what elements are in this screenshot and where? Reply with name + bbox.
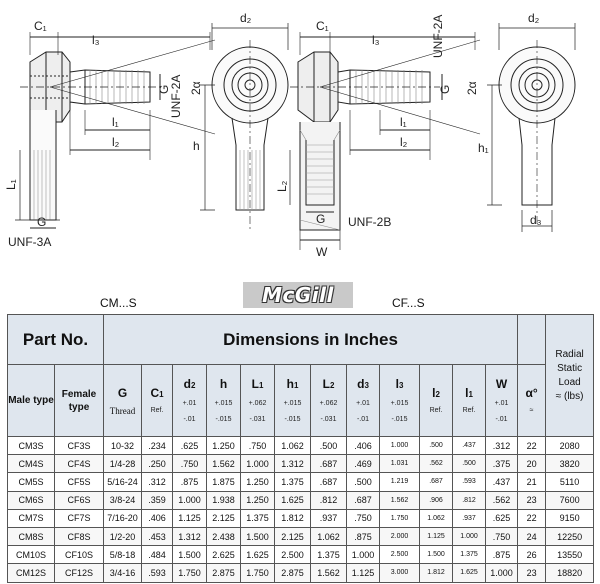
table-cell: 1.625 bbox=[241, 546, 275, 564]
column-header-l3 bbox=[380, 365, 420, 437]
table-cell: .500 bbox=[420, 437, 453, 455]
table-cell: 2.000 bbox=[380, 527, 420, 545]
table-cell: 1.000 bbox=[173, 491, 207, 509]
table-cell: 7600 bbox=[546, 491, 594, 509]
table-cell: 2080 bbox=[546, 437, 594, 455]
table-cell: 1.062 bbox=[275, 437, 311, 455]
column-symbol: l1 bbox=[465, 385, 473, 400]
table-cell: 3.000 bbox=[380, 564, 420, 582]
table-cell: .437 bbox=[486, 473, 518, 491]
table-cell: 1.375 bbox=[453, 546, 486, 564]
table-cell: CM3S bbox=[8, 437, 55, 455]
column-note bbox=[311, 399, 346, 425]
table-cell: .250 bbox=[142, 455, 173, 473]
table-row bbox=[8, 509, 594, 527]
tolerance-minus: -.01 bbox=[183, 415, 196, 423]
table-cell: .234 bbox=[142, 437, 173, 455]
table-cell: 2.625 bbox=[207, 546, 241, 564]
column-symbol: l2 bbox=[432, 385, 440, 400]
table-cell: CM6S bbox=[8, 491, 55, 509]
male-rod-end-side-view bbox=[15, 32, 215, 228]
column-note bbox=[241, 399, 274, 425]
tolerance-minus: -.015 bbox=[391, 415, 408, 423]
table-cell: .750 bbox=[241, 437, 275, 455]
table-cell: .437 bbox=[453, 437, 486, 455]
label-c1-left: C₁ bbox=[34, 19, 47, 33]
table-row bbox=[8, 527, 594, 545]
table-cell: 1.625 bbox=[275, 491, 311, 509]
table-cell: 1.125 bbox=[173, 509, 207, 527]
table-cell: 1/2-20 bbox=[104, 527, 142, 545]
column-symbol: G bbox=[117, 385, 128, 400]
column-symbol-subscript: 2 bbox=[190, 380, 196, 390]
table-cell: .500 bbox=[311, 437, 347, 455]
table-row bbox=[8, 437, 594, 455]
dimensions-table bbox=[7, 314, 594, 583]
series-label-female: CF...S bbox=[392, 296, 425, 310]
tolerance-minus: -.015 bbox=[215, 415, 232, 423]
table-cell: 1.625 bbox=[453, 564, 486, 582]
column-note bbox=[275, 399, 310, 425]
table-cell: 10-32 bbox=[104, 437, 142, 455]
column-symbol-subscript: 2 bbox=[329, 380, 335, 390]
table-cell: .406 bbox=[142, 509, 173, 527]
table-cell: 12250 bbox=[546, 527, 594, 545]
label-w: W bbox=[316, 245, 328, 259]
label-g-left: G bbox=[157, 84, 171, 94]
column-symbol-subscript: 1 bbox=[293, 380, 299, 390]
table-cell: 22 bbox=[518, 437, 546, 455]
mcgill-logo bbox=[243, 282, 353, 308]
table-cell: 1.938 bbox=[207, 491, 241, 509]
table-cell: CF5S bbox=[55, 473, 104, 491]
label-c1-right: C₁ bbox=[316, 19, 329, 33]
table-cell: CM12S bbox=[8, 564, 55, 582]
column-note: Ref. bbox=[150, 406, 164, 414]
table-cell: .500 bbox=[347, 473, 380, 491]
table-cell: 2.500 bbox=[380, 546, 420, 564]
table-cell: .593 bbox=[142, 564, 173, 582]
table-cell: CF6S bbox=[55, 491, 104, 509]
table-cell: 1.500 bbox=[173, 546, 207, 564]
table-cell: CF12S bbox=[55, 564, 104, 582]
part-no-header: Part No. bbox=[8, 315, 104, 365]
tolerance-minus: -.031 bbox=[320, 415, 337, 423]
table-cell: 1.875 bbox=[207, 473, 241, 491]
column-symbols-row bbox=[8, 365, 594, 437]
logo-text: McGill bbox=[262, 283, 334, 307]
tolerance-plus: +.01 bbox=[182, 399, 197, 407]
label-g-bottom: G bbox=[37, 215, 47, 229]
table-cell: 1.750 bbox=[241, 564, 275, 582]
table-cell: 1.750 bbox=[380, 509, 420, 527]
table-cell: 1.250 bbox=[241, 473, 275, 491]
table-cell: 1.562 bbox=[380, 491, 420, 509]
table-row bbox=[8, 491, 594, 509]
table-cell: 21 bbox=[518, 473, 546, 491]
table-cell: 1.375 bbox=[241, 509, 275, 527]
table-cell: 1.500 bbox=[241, 527, 275, 545]
radial-load-unit: ≈ (lbs) bbox=[555, 390, 584, 402]
table-cell: .687 bbox=[420, 473, 453, 491]
table-cell: 5110 bbox=[546, 473, 594, 491]
table-cell: CM4S bbox=[8, 455, 55, 473]
table-cell: 5/16-24 bbox=[104, 473, 142, 491]
table-cell: 1.125 bbox=[347, 564, 380, 582]
table-cell: 1.312 bbox=[275, 455, 311, 473]
column-header-h1 bbox=[275, 365, 311, 437]
tolerance-plus: +.062 bbox=[319, 399, 338, 407]
table-cell: 3820 bbox=[546, 455, 594, 473]
table-cell: 1.812 bbox=[275, 509, 311, 527]
column-header-C1 bbox=[142, 365, 173, 437]
table-cell: 1.750 bbox=[173, 564, 207, 582]
column-note bbox=[380, 399, 419, 425]
column-symbol: d3 bbox=[357, 376, 369, 391]
table-cell: 1.500 bbox=[420, 546, 453, 564]
table-cell: .312 bbox=[142, 473, 173, 491]
table-cell: 1.062 bbox=[420, 509, 453, 527]
table-cell: 1.812 bbox=[420, 564, 453, 582]
table-cell: .484 bbox=[142, 546, 173, 564]
table-cell: .750 bbox=[347, 509, 380, 527]
table-cell: CM7S bbox=[8, 509, 55, 527]
table-cell: 2.125 bbox=[275, 527, 311, 545]
technical-drawing bbox=[0, 0, 600, 282]
column-symbol: L1 bbox=[251, 376, 264, 391]
table-cell: .453 bbox=[142, 527, 173, 545]
label-l1-left: l₁ bbox=[112, 115, 119, 129]
table-cell: 5/8-18 bbox=[104, 546, 142, 564]
table-cell: 1.375 bbox=[275, 473, 311, 491]
tolerance-minus: -.01 bbox=[495, 415, 508, 423]
label-h1: h₁ bbox=[478, 141, 489, 155]
column-note bbox=[207, 399, 240, 425]
column-symbol: h bbox=[219, 376, 228, 391]
column-symbol: L2 bbox=[322, 376, 335, 391]
column-symbol: W bbox=[495, 376, 508, 391]
column-header-L2 bbox=[311, 365, 347, 437]
table-cell: CF10S bbox=[55, 546, 104, 564]
tolerance-minus: -.01 bbox=[356, 415, 370, 423]
female-type-header: Female type bbox=[55, 365, 104, 437]
table-cell: CF3S bbox=[55, 437, 104, 455]
table-cell: 9150 bbox=[546, 509, 594, 527]
table-cell: 7/16-20 bbox=[104, 509, 142, 527]
table-cell: .687 bbox=[311, 455, 347, 473]
column-header-h bbox=[207, 365, 241, 437]
table-cell: 22 bbox=[518, 509, 546, 527]
table-cell: 2.125 bbox=[207, 509, 241, 527]
column-header-G bbox=[104, 365, 142, 437]
male-type-header: Male type bbox=[8, 365, 55, 437]
table-cell: .562 bbox=[420, 455, 453, 473]
table-cell: .593 bbox=[453, 473, 486, 491]
dimensions-table-wrap bbox=[7, 314, 594, 583]
column-note bbox=[173, 399, 206, 425]
column-note: ≈ bbox=[529, 406, 534, 414]
column-header-alpha bbox=[518, 365, 546, 437]
column-note: Thread bbox=[109, 405, 136, 416]
table-cell: .625 bbox=[173, 437, 207, 455]
label-2alpha-left: 2α bbox=[189, 81, 203, 95]
column-note bbox=[347, 399, 379, 425]
table-cell: 1.062 bbox=[311, 527, 347, 545]
table-cell: 1.000 bbox=[347, 546, 380, 564]
column-symbol: l3 bbox=[395, 376, 404, 391]
column-note: Ref. bbox=[429, 406, 443, 414]
table-cell: .812 bbox=[453, 491, 486, 509]
alpha-blank-header bbox=[518, 315, 546, 365]
tolerance-minus: -.031 bbox=[249, 415, 266, 423]
table-cell: 18820 bbox=[546, 564, 594, 582]
table-cell: .687 bbox=[311, 473, 347, 491]
label-unf3a: UNF-3A bbox=[8, 235, 52, 249]
column-symbol-subscript: 1 bbox=[159, 389, 164, 399]
table-cell: .375 bbox=[486, 455, 518, 473]
table-cell: 2.875 bbox=[207, 564, 241, 582]
column-header-l1 bbox=[453, 365, 486, 437]
table-cell: 1.125 bbox=[420, 527, 453, 545]
table-cell: 1.000 bbox=[486, 564, 518, 582]
table-cell: 23 bbox=[518, 491, 546, 509]
column-symbol-subscript: 2 bbox=[435, 389, 440, 399]
table-cell: 13550 bbox=[546, 546, 594, 564]
table-row bbox=[8, 564, 594, 582]
table-cell: .812 bbox=[311, 491, 347, 509]
label-l3-right: l₃ bbox=[372, 33, 380, 47]
table-cell: CM10S bbox=[8, 546, 55, 564]
table-row bbox=[8, 473, 594, 491]
table-cell: .906 bbox=[420, 491, 453, 509]
label-unf2b: UNF-2B bbox=[348, 215, 392, 229]
label-d3: d₃ bbox=[530, 213, 542, 227]
series-label-male: CM...S bbox=[100, 296, 137, 310]
table-cell: CF7S bbox=[55, 509, 104, 527]
label-unf2a-left: UNF-2A bbox=[169, 74, 183, 118]
table-row bbox=[8, 546, 594, 564]
tolerance-plus: +.015 bbox=[390, 399, 409, 407]
column-note bbox=[486, 399, 517, 425]
column-symbol: C1 bbox=[150, 385, 164, 400]
label-l3-left: l₃ bbox=[92, 33, 100, 47]
table-cell: CM5S bbox=[8, 473, 55, 491]
radial-load-label: Radial Static Load bbox=[555, 348, 584, 388]
table-cell: 1.000 bbox=[380, 437, 420, 455]
dimensions-header: Dimensions in Inches bbox=[104, 315, 518, 365]
table-cell: .937 bbox=[453, 509, 486, 527]
column-header-W bbox=[486, 365, 518, 437]
table-cell: .750 bbox=[173, 455, 207, 473]
table-cell: 1.250 bbox=[207, 437, 241, 455]
tolerance-plus: +.062 bbox=[248, 399, 267, 407]
table-cell: 2.875 bbox=[275, 564, 311, 582]
table-cell: 23 bbox=[518, 564, 546, 582]
table-cell: 1.375 bbox=[311, 546, 347, 564]
label-L2: L₂ bbox=[275, 180, 289, 192]
table-cell: 1.562 bbox=[207, 455, 241, 473]
table-cell: 1.562 bbox=[311, 564, 347, 582]
table-cell: .937 bbox=[311, 509, 347, 527]
table-cell: 1.031 bbox=[380, 455, 420, 473]
table-cell: .359 bbox=[142, 491, 173, 509]
tolerance-plus: +.01 bbox=[494, 399, 509, 407]
table-cell: 3/4-16 bbox=[104, 564, 142, 582]
label-g-right: G bbox=[438, 84, 452, 94]
table-cell: 1.250 bbox=[241, 491, 275, 509]
column-symbol-subscript: 3 bbox=[398, 380, 404, 390]
table-cell: 24 bbox=[518, 527, 546, 545]
column-symbol-subscript: 3 bbox=[364, 380, 369, 390]
table-body bbox=[8, 437, 594, 583]
table-cell: 1.219 bbox=[380, 473, 420, 491]
column-header-d2 bbox=[173, 365, 207, 437]
column-header-L1 bbox=[241, 365, 275, 437]
table-cell: .875 bbox=[173, 473, 207, 491]
table-cell: .469 bbox=[347, 455, 380, 473]
label-g-female: G bbox=[316, 212, 326, 226]
label-l2-right: l₂ bbox=[400, 135, 408, 149]
label-l1-right: l₁ bbox=[400, 115, 407, 129]
label-unf2a-right: UNF-2A bbox=[431, 14, 445, 58]
column-symbol-subscript: 1 bbox=[258, 380, 264, 390]
table-cell: 1.000 bbox=[241, 455, 275, 473]
label-L1: L₁ bbox=[4, 179, 18, 190]
tolerance-plus: +.01 bbox=[356, 399, 370, 407]
table-cell: 26 bbox=[518, 546, 546, 564]
table-cell: .875 bbox=[347, 527, 380, 545]
tolerance-plus: +.015 bbox=[283, 399, 302, 407]
radial-load-header bbox=[546, 315, 594, 437]
table-row bbox=[8, 455, 594, 473]
tolerance-minus: -.015 bbox=[284, 415, 301, 423]
column-note: Ref. bbox=[462, 406, 476, 414]
table-cell: CM8S bbox=[8, 527, 55, 545]
table-cell: 2.500 bbox=[275, 546, 311, 564]
column-symbol: h1 bbox=[286, 376, 299, 391]
table-cell: .406 bbox=[347, 437, 380, 455]
male-rod-end-front-view bbox=[200, 23, 288, 230]
table-cell: 20 bbox=[518, 455, 546, 473]
column-symbol: α° bbox=[525, 385, 538, 400]
table-cell: 1/4-28 bbox=[104, 455, 142, 473]
label-h: h bbox=[193, 139, 200, 153]
tolerance-plus: +.015 bbox=[214, 399, 233, 407]
table-cell: .687 bbox=[347, 491, 380, 509]
female-rod-end-front-view bbox=[487, 23, 575, 232]
column-symbol: d2 bbox=[183, 376, 196, 391]
label-2alpha-right: 2α bbox=[465, 81, 479, 95]
table-cell: 2.438 bbox=[207, 527, 241, 545]
label-d2-right: d₂ bbox=[528, 11, 540, 25]
label-l2-left: l₂ bbox=[112, 135, 120, 149]
label-d2-left: d₂ bbox=[240, 11, 252, 25]
column-header-l2 bbox=[420, 365, 453, 437]
table-cell: CF8S bbox=[55, 527, 104, 545]
table-cell: .500 bbox=[453, 455, 486, 473]
table-cell: .562 bbox=[486, 491, 518, 509]
table-cell: 3/8-24 bbox=[104, 491, 142, 509]
column-header-d3 bbox=[347, 365, 380, 437]
table-cell: .312 bbox=[486, 437, 518, 455]
column-symbol-subscript: 1 bbox=[468, 389, 473, 399]
table-cell: .750 bbox=[486, 527, 518, 545]
table-cell: 1.312 bbox=[173, 527, 207, 545]
table-cell: .625 bbox=[486, 509, 518, 527]
table-cell: CF4S bbox=[55, 455, 104, 473]
table-cell: 1.000 bbox=[453, 527, 486, 545]
table-cell: .875 bbox=[486, 546, 518, 564]
